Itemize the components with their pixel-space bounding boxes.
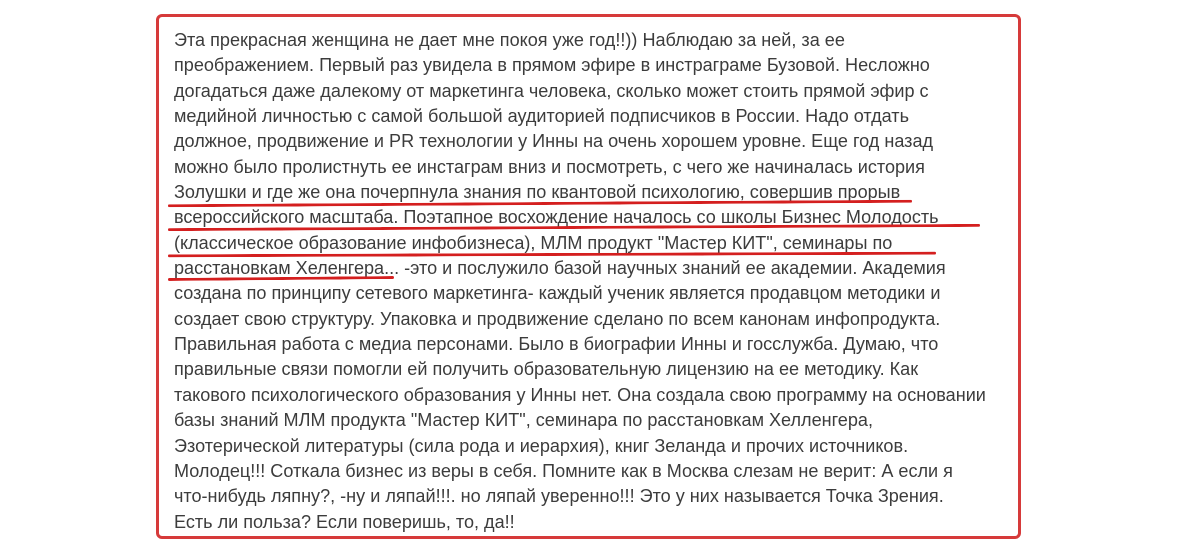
text-line: расстановкам Хеленгера... -это и послужило базой научных знаний ее академии. Академия [174, 257, 946, 279]
text-line: Есть ли польза? Если поверишь, то, да!! [174, 510, 515, 532]
text-line: Золушки и где же она почерпнула знания по квантовой психологию, совершив прорыв [174, 181, 901, 203]
text-line: преображением. Первый раз увидела в прямом эфире в инстраграме Бузовой. Несложно [174, 54, 930, 76]
text-line: создана по принципу сетевого маркетинга- каждый ученик является продавцом методики и [174, 282, 941, 304]
text-line: можно было пролистнуть ее инстаграм вниз и посмотреть, с чего же начиналась история [174, 155, 925, 177]
text-line: Эзотерической литературы (сила рода и иерархия), книг Зеланда и прочих источников. [174, 434, 909, 456]
text-line: базы знаний МЛМ продукта "Мастер КИТ", семинара по расстановкам Хелленгера, [174, 409, 873, 431]
text-line: должное, продвижение и PR технологии у Инны на очень хорошем уровне. Еще год назад [174, 130, 934, 152]
text-line: такового психологического образования у Инны нет. Она создала свою программу на основании [174, 383, 986, 405]
text-line: Эта прекрасная женщина не дает мне покоя уже год!!)) Наблюдаю за ней, за ее [174, 29, 845, 50]
text-line: что-нибудь ляпну?, -ну и ляпай!!!. но ляпай уверенно!!! Это у них называется Точка Зрения. [174, 485, 944, 507]
text-line: Молодец!!! Соткала бизнес из веры в себя. Помните как в Москва слезам не верит: А если я [174, 459, 953, 481]
text-line: (классическое образование инфобизнеса), МЛМ продукт "Мастер КИТ", семинары по [174, 231, 893, 253]
text-line: медийной личностью с самой большой аудиторией подписчиков в России. Надо отдать [174, 105, 909, 127]
review-text [174, 27, 1024, 534]
text-line: правильные связи помогли ей получить образовательную лицензию на ее методику. Как [174, 358, 919, 380]
text-line: Правильная работа с медиа персонами. Было в биографии Инны и госслужба. Думаю, что [174, 333, 939, 355]
text-line: догадаться даже далекому от маркетинга человека, сколько может стоить прямой эфир с [174, 79, 929, 101]
text-line: создает свою структуру. Упаковка и продвижение сделано по всем канонам инфопродукта. [174, 307, 941, 329]
text-line: всероссийского масштаба. Поэтапное восхождение началось со школы Бизнес Молодость [174, 206, 939, 228]
